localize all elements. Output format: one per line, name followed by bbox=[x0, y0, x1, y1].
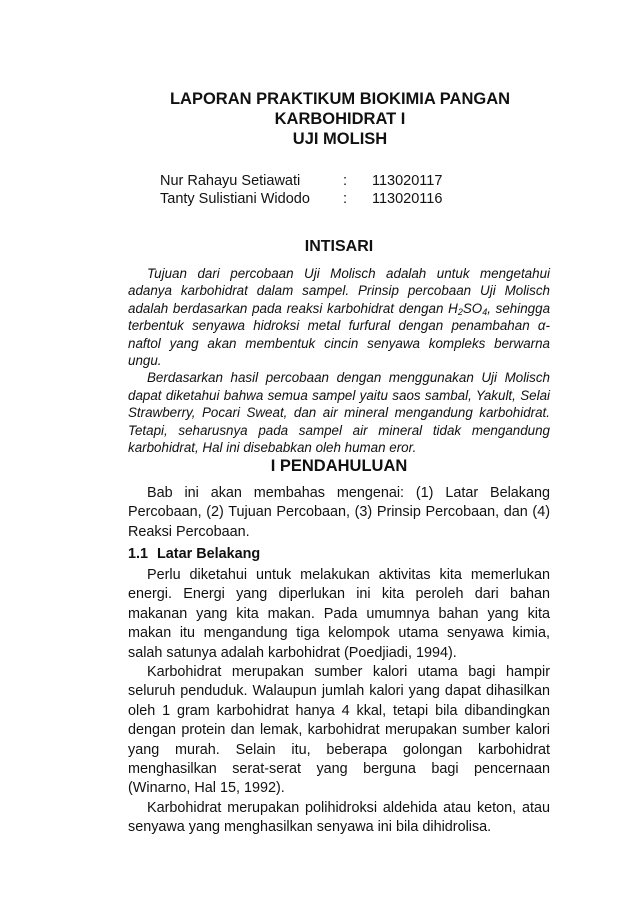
abstract-text: Tujuan dari percobaan Uji Molisch adalah untuk mengetahui adanya karbohidrat dalam sampel. Prinsip percobaan Uji Molisch adalah berdasarkan pada reaksi karbohidrat dengan H bbox=[128, 266, 550, 316]
chapter-intro bbox=[128, 484, 550, 542]
subscript: 2 bbox=[457, 306, 463, 317]
section-title: Latar Belakang bbox=[157, 546, 261, 562]
body-paragraph: Karbohidrat merupakan polihidroksi aldehida atau keton, atau senyawa yang menghasilkan senyawa ini bila dihidrolisa. bbox=[128, 799, 550, 836]
author-name: Tanty Sulistiani Widodo bbox=[160, 191, 310, 207]
section-number: 1.1 bbox=[128, 546, 149, 562]
abstract-body bbox=[128, 265, 550, 456]
subscript: 4 bbox=[482, 306, 488, 317]
chapter-heading: I PENDAHULUAN bbox=[270, 457, 408, 475]
abstract-heading: INTISARI bbox=[304, 238, 374, 255]
intro-paragraph: Bab ini akan membahas mengenai: (1) Latar Belakang Percobaan, (2) Tujuan Percobaan, (3) Prinsip Percobaan, dan (4) Reaksi Percobaan. bbox=[128, 485, 550, 540]
author-student-id: 113020117 bbox=[372, 173, 443, 189]
author-separator: : bbox=[343, 173, 348, 189]
author-separator: : bbox=[343, 191, 348, 207]
author-name: Nur Rahayu Setiawati bbox=[160, 173, 301, 189]
report-title-line-3: UJI MOLISH bbox=[292, 130, 388, 148]
abstract-text: , sehingga terbentuk senyawa hidroksi metal furfural dengan penambahan α-naftol yang akan membentuk cincin senyawa kompleks berwarna ungu. bbox=[128, 300, 551, 369]
report-title-line-1: LAPORAN PRAKTIKUM BIOKIMIA PANGAN bbox=[169, 90, 511, 108]
abstract-text: SO bbox=[462, 300, 483, 316]
abstract-paragraph bbox=[128, 265, 550, 369]
body-paragraph: Perlu diketahui untuk melakukan aktivitas kita memerlukan energi. Energi yang diperlukan ini kita peroleh dari bahan makanan yang kita makan. Pada umumnya bahan yang kita makan itu mengandung tiga kelompok utama senyawa kimia, salah satunya adalah karbohidrat (Poedjiadi, 1994). bbox=[128, 567, 550, 661]
abstract-paragraph: Berdasarkan hasil percobaan dengan menggunakan Uji Molisch dapat diketahui bahwa semua sampel yaitu saos sambal, Yakult, Selai Strawberry, Pocari Sweat, dan air mineral mengandung karbohidrat. Tetapi, seharusnya pada sampel air mineral tidak mengandung karbohidrat, Hal ini disebabkan oleh human eror. bbox=[128, 370, 550, 456]
section-body bbox=[128, 566, 550, 838]
body-paragraph: Karbohidrat merupakan sumber kalori utama bagi hampir seluruh penduduk. Walaupun jumlah kalori yang dapat dihasilkan oleh 1 gram karbohidrat hanya 4 kkal, tetapi bila dibandingkan dengan protein dan lemak, karbohidrat merupakan sumber kalori yang murah. Selain itu, beberapa golongan karbohidrat menghasilkan serat-serat yang berguna bagi pencernaan (Winarno, Hal 15, 1992). bbox=[128, 664, 550, 797]
author-student-id: 113020116 bbox=[372, 191, 443, 207]
report-title-line-2: KARBOHIDRAT I bbox=[274, 110, 406, 128]
section-heading bbox=[128, 546, 260, 562]
